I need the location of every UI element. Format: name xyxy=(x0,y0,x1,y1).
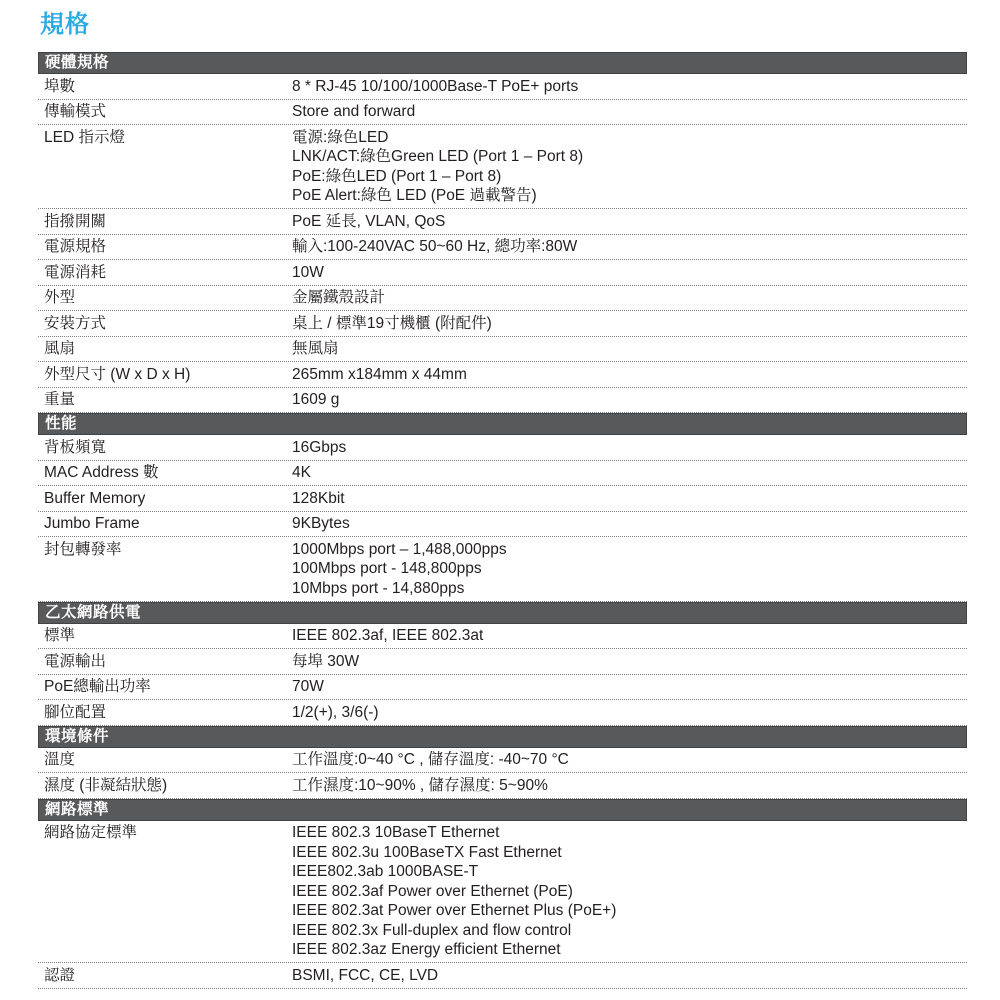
spec-row xyxy=(38,260,967,286)
section-header: 網路標準 xyxy=(38,799,967,821)
section-header: 硬體規格 xyxy=(38,52,967,74)
value-line: IEEE 802.3x Full-duplex and flow control xyxy=(292,921,572,939)
value-line: 無風扇 xyxy=(292,340,339,357)
value-line: 1/2(+), 3/6(-) xyxy=(292,703,379,721)
spec-row xyxy=(38,700,967,726)
row-value xyxy=(292,489,967,509)
spec-row xyxy=(38,461,967,487)
row-value xyxy=(292,237,967,257)
row-label: 濕度 (非凝結狀態) xyxy=(44,776,168,794)
page-title: 規格 xyxy=(40,11,90,38)
row-value xyxy=(292,314,967,334)
row-label: 腳位配置 xyxy=(44,703,107,721)
value-line: PoE:綠色LED (Port 1 – Port 8) xyxy=(292,167,502,185)
row-label: 外型尺寸 (W x D x H) xyxy=(44,365,191,383)
row-value xyxy=(292,263,967,283)
spec-row xyxy=(38,388,967,414)
row-value xyxy=(292,128,967,206)
value-line: 工作濕度:10~90% , 儲存濕度: 5~90% xyxy=(292,776,548,794)
row-label: 電源消耗 xyxy=(44,263,107,281)
row-value xyxy=(292,390,967,410)
value-line: PoE Alert:綠色 LED (PoE 過載警告) xyxy=(292,187,537,204)
spec-row xyxy=(38,537,967,602)
row-label: 傳輸模式 xyxy=(44,103,107,120)
value-line: 16Gbps xyxy=(292,438,347,456)
row-label: 埠數 xyxy=(44,77,76,95)
row-label: 背板頻寬 xyxy=(44,438,107,456)
row-value xyxy=(292,677,967,697)
value-line: 70W xyxy=(292,678,324,695)
row-value xyxy=(292,339,967,359)
row-value xyxy=(292,966,967,986)
value-line: 4K xyxy=(292,464,311,481)
value-line: IEEE 802.3az Energy efficient Ethernet xyxy=(292,941,561,958)
row-label: 標準 xyxy=(44,627,76,644)
row-label: 外型 xyxy=(44,289,76,306)
spec-row xyxy=(38,337,967,363)
row-value xyxy=(292,776,967,796)
row-label: 風扇 xyxy=(44,340,76,357)
row-value xyxy=(292,703,967,723)
row-value xyxy=(292,514,967,534)
value-line: BSMI, FCC, CE, LVD xyxy=(292,966,439,984)
row-label: 封包轉發率 xyxy=(44,540,122,558)
spec-row xyxy=(38,435,967,461)
spec-row xyxy=(38,963,967,989)
value-line: 8 * RJ-45 10/100/1000Base-T PoE+ ports xyxy=(292,77,579,95)
value-line: 每埠 30W xyxy=(292,652,360,670)
row-label: 網路協定標準 xyxy=(44,824,138,841)
spec-row xyxy=(38,362,967,388)
value-line: 265mm x184mm x 44mm xyxy=(292,365,467,383)
row-value xyxy=(292,438,967,458)
section-header: 乙太網路供電 xyxy=(38,602,967,624)
row-label: 溫度 xyxy=(44,751,76,768)
spec-row xyxy=(38,125,967,209)
row-label: 認證 xyxy=(44,966,76,984)
row-label: Jumbo Frame xyxy=(44,515,140,532)
spec-table xyxy=(38,52,967,989)
row-label: MAC Address 數 xyxy=(44,464,159,481)
value-line: IEEE 802.3af, IEEE 802.3at xyxy=(292,627,484,644)
value-line: Store and forward xyxy=(292,103,416,120)
value-line: 128Kbit xyxy=(292,489,345,507)
value-line: LNK/ACT:綠色Green LED (Port 1 – Port 8) xyxy=(292,148,584,165)
spec-row xyxy=(38,748,967,774)
spec-row xyxy=(38,286,967,312)
spec-row xyxy=(38,486,967,512)
row-value xyxy=(292,365,967,385)
value-line: 10W xyxy=(292,263,324,281)
value-line: PoE 延長, VLAN, QoS xyxy=(292,212,446,230)
row-label: 指撥開關 xyxy=(44,212,107,230)
value-line: IEEE 802.3af Power over Ethernet (PoE) xyxy=(292,882,573,900)
spec-row xyxy=(38,624,967,650)
row-value xyxy=(292,102,967,122)
spec-row xyxy=(38,209,967,235)
value-line: IEEE 802.3at Power over Ethernet Plus (PoE+) xyxy=(292,902,617,919)
row-label: LED 指示燈 xyxy=(44,128,125,146)
value-line: 100Mbps port - 148,800pps xyxy=(292,560,482,577)
row-value xyxy=(292,212,967,232)
value-line: 桌上 / 標準19寸機櫃 (附配件) xyxy=(292,314,492,332)
row-value xyxy=(292,626,967,646)
row-label: PoE總輸出功率 xyxy=(44,678,151,695)
row-value xyxy=(292,288,967,308)
value-line: 9KBytes xyxy=(292,515,350,532)
row-label: 電源規格 xyxy=(44,238,107,255)
row-label: 電源輸出 xyxy=(44,652,107,670)
row-value xyxy=(292,823,967,960)
spec-row xyxy=(38,74,967,100)
spec-row xyxy=(38,821,967,964)
value-line: 輸入:100-240VAC 50~60 Hz, 總功率:80W xyxy=(292,238,578,255)
row-value xyxy=(292,540,967,599)
value-line: 1609 g xyxy=(292,391,340,408)
row-value xyxy=(292,77,967,97)
value-line: IEEE 802.3 10BaseT Ethernet xyxy=(292,824,500,841)
value-line: 金屬鐵殼設計 xyxy=(292,289,386,306)
row-value xyxy=(292,750,967,770)
row-label: Buffer Memory xyxy=(44,489,146,507)
row-label: 重量 xyxy=(44,391,76,408)
spec-page xyxy=(38,0,967,989)
spec-row xyxy=(38,100,967,126)
spec-row xyxy=(38,512,967,538)
value-line: 工作溫度:0~40 °C , 儲存溫度: -40~70 °C xyxy=(292,751,569,768)
spec-row xyxy=(38,649,967,675)
value-line: 1000Mbps port – 1,488,000pps xyxy=(292,540,507,558)
row-value xyxy=(292,463,967,483)
spec-row xyxy=(38,773,967,799)
value-line: 電源:綠色LED xyxy=(292,128,389,146)
spec-row xyxy=(38,311,967,337)
row-label: 安裝方式 xyxy=(44,314,107,332)
section-header: 性能 xyxy=(38,413,967,435)
spec-row xyxy=(38,235,967,261)
spec-row xyxy=(38,675,967,701)
value-line: IEEE 802.3u 100BaseTX Fast Ethernet xyxy=(292,843,562,861)
value-line: 10Mbps port - 14,880pps xyxy=(292,579,465,597)
row-value xyxy=(292,652,967,672)
section-header: 環境條件 xyxy=(38,726,967,748)
value-line: IEEE802.3ab 1000BASE-T xyxy=(292,863,479,880)
